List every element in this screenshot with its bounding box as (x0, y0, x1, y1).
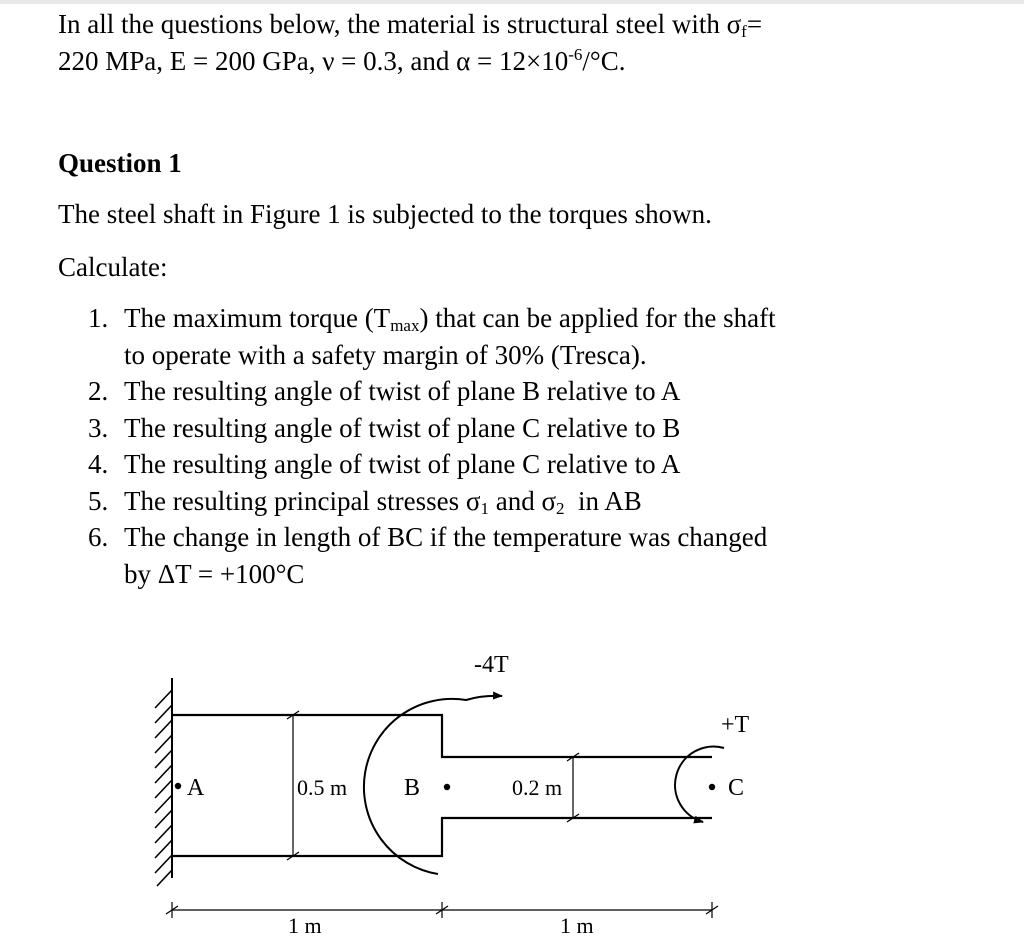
fixed-wall (155, 678, 172, 886)
list-item: 1. The maximum torque $(T_{max})$ that can be applied for the shaft to operate with a safety margin of 30% (Tresca). (88, 303, 776, 370)
list-item: 6. The change in length of BC if the temperature was changed by ΔT = +100°C (88, 522, 768, 589)
list-item: 2. The resulting angle of twist of plane B relative to A (88, 376, 681, 406)
torque-label-c: +T (721, 712, 750, 738)
label-a: A (187, 775, 205, 801)
list-item: 5. The resulting principal stresses $\sigma_1$ and $\sigma_2$ in AB (88, 485, 642, 518)
calculate-label: Calculate: (58, 252, 168, 282)
diameter-label-ab: 0.5 m (297, 775, 348, 800)
point-a-dot (175, 783, 181, 789)
torque-label-b: -4T (474, 652, 509, 678)
intro-line-1: In all the questions below, the material is structural steel with $\sigma_f=$ (58, 9, 763, 41)
list-item: 4. The resulting angle of twist of plane C relative to A (88, 449, 681, 479)
intro-line-2: 220 MPa, E = 200 GPa, ν = 0.3, and $\alpha = 12\times 10^{-6}/^\circ C$. (58, 45, 626, 76)
point-c-dot (709, 784, 715, 790)
length-label-bc: 1 m (560, 913, 594, 938)
label-b: B (404, 775, 421, 801)
point-b-dot (444, 784, 450, 790)
label-c: C (728, 775, 745, 801)
shaft-outline (172, 715, 712, 856)
length-label-ab: 1 m (288, 913, 322, 938)
torque-arrow-b (364, 696, 502, 874)
list-item: 3. The resulting angle of twist of plane C relative to B (88, 412, 681, 443)
length-dimension (166, 902, 718, 918)
question-heading: Question 1 (58, 148, 182, 178)
diameter-label-bc: 0.2 m (512, 775, 563, 800)
question-statement: The steel shaft in Figure 1 is subjected to the torques shown. (58, 199, 712, 229)
diameter-dimension-bc (567, 753, 579, 822)
